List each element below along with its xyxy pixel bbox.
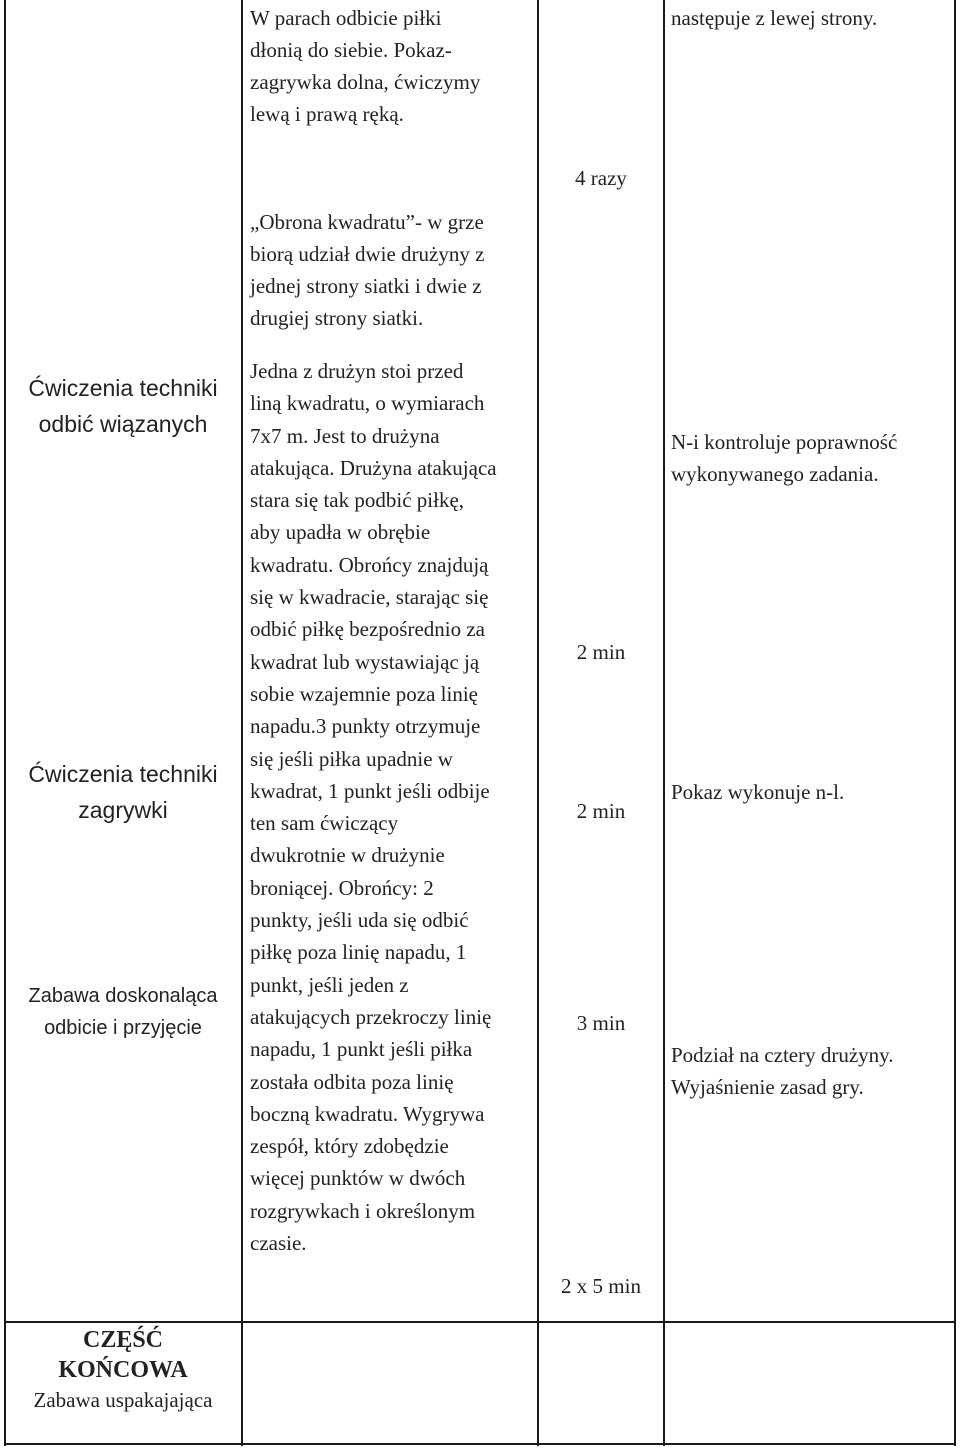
description-line: atakująca. Drużyna atakująca <box>250 455 497 480</box>
dosage-3-min: 3 min <box>576 1011 626 1035</box>
dosage-2-min-second: 2 min <box>576 799 626 823</box>
description-line: aby upadła w obrębie <box>250 520 431 545</box>
description-line: lewą i prawą ręką. <box>250 102 404 126</box>
description-line: 7x7 m. Jest to drużyna <box>250 423 440 448</box>
note-teams-line2: Wyjaśnienie zasad gry. <box>671 1075 864 1099</box>
exercise-name-game-line2: odbicie i przyjęcie <box>44 1017 202 1039</box>
description-line: atakujących przekroczy linię <box>250 1004 492 1029</box>
note-teams-line1: Podział na cztery drużyny. <box>671 1043 894 1067</box>
column-divider-3 <box>663 0 665 1446</box>
column-divider-2 <box>537 0 539 1446</box>
description-line: kwadrat lub wystawiając ją <box>250 649 480 674</box>
description-line: więcej punktów w dwóch <box>250 1166 466 1191</box>
description-line: kwadratu. Obrońcy znajdują <box>250 552 489 577</box>
description-line: Jedna z drużyn stoi przed <box>250 359 464 383</box>
description-line: jednej strony siatki i dwie z <box>250 274 482 298</box>
description-line: punkt, jeśli jeden z <box>250 972 409 997</box>
exercise-name-passing-line1: Ćwiczenia techniki <box>28 375 218 401</box>
final-part-title-line1: CZĘŚĆ <box>82 1327 164 1353</box>
description-line: się jeśli piłka upadnie w <box>250 746 453 771</box>
note-teams <box>671 1039 953 1103</box>
dosage-2x5-min: 2 x 5 min <box>561 1274 641 1298</box>
description-line: biorą udział dwie drużyny z <box>250 242 485 266</box>
description-line: sobie wzajemnie poza linię <box>250 681 478 706</box>
description-line: boczną kwadratu. Wygrywa <box>250 1101 485 1126</box>
exercise-name-serve <box>6 756 240 828</box>
description-line: została odbita poza linię <box>250 1069 454 1094</box>
exercise-name-game-line1: Zabawa doskonaląca <box>28 985 218 1007</box>
description-line: stara się tak podbić piłkę, <box>250 488 465 513</box>
description-line: zespół, który zdobędzie <box>250 1134 449 1159</box>
description-line: W parach odbicie piłki <box>250 6 442 30</box>
note-demo: Pokaz wykonuje n-l. <box>671 780 845 804</box>
final-part-cell <box>6 1325 240 1415</box>
description-line: czasie. <box>250 1231 307 1256</box>
note-control-line1: N-i kontroluje poprawność <box>671 430 898 454</box>
exercise-name-game <box>6 980 240 1044</box>
description-line: broniącej. Obrońcy: 2 <box>250 875 434 900</box>
table-border-bottom <box>4 1443 956 1445</box>
description-square-game-rules <box>250 355 535 1259</box>
exercise-name-serve-line2: zagrywki <box>78 797 168 823</box>
final-part-title-line2: KOŃCOWA <box>58 1357 188 1383</box>
row-divider <box>4 1321 956 1323</box>
description-line: dwukrotnie w drużynie <box>250 843 445 868</box>
description-line: rozgrywkach i określonym <box>250 1198 476 1223</box>
column-divider-1 <box>241 0 243 1446</box>
note-left-side: następuje z lewej strony. <box>671 6 878 30</box>
description-line: kwadrat, 1 punkt jeśli odbije <box>250 778 490 803</box>
description-line: zagrywka dolna, ćwiczymy <box>250 70 481 94</box>
table-border-left <box>4 0 6 1446</box>
note-control <box>671 426 953 490</box>
description-line: piłkę poza linię napadu, 1 <box>250 940 467 965</box>
dosage-4-razy: 4 razy <box>575 166 627 190</box>
description-line: dłonią do siebie. Pokaz- <box>250 38 452 62</box>
exercise-name-passing <box>6 370 240 442</box>
exercise-name-serve-line1: Ćwiczenia techniki <box>28 761 218 787</box>
description-line: punkty, jeśli uda się odbić <box>250 908 469 933</box>
description-line: się w kwadracie, starając się <box>250 585 489 610</box>
description-line: drugiej strony siatki. <box>250 306 424 330</box>
table-border-right <box>954 0 956 1446</box>
description-line: liną kwadratu, o wymiarach <box>250 391 485 416</box>
description-pairs <box>250 2 535 130</box>
final-part-subtitle: Zabawa uspakajająca <box>33 1388 213 1412</box>
dosage-2-min-first: 2 min <box>576 640 626 664</box>
description-line: napadu.3 punkty otrzymuje <box>250 714 481 739</box>
description-line: ten sam ćwiczący <box>250 811 399 836</box>
exercise-name-passing-line2: odbić wiązanych <box>38 411 208 437</box>
description-line: odbić piłkę bezpośrednio za <box>250 617 485 642</box>
note-control-line2: wykonywanego zadania. <box>671 462 879 486</box>
description-square-game-intro <box>250 206 535 334</box>
description-line: napadu, 1 punkt jeśli piłka <box>250 1037 473 1062</box>
description-line: „Obrona kwadratu”- w grze <box>250 210 484 234</box>
